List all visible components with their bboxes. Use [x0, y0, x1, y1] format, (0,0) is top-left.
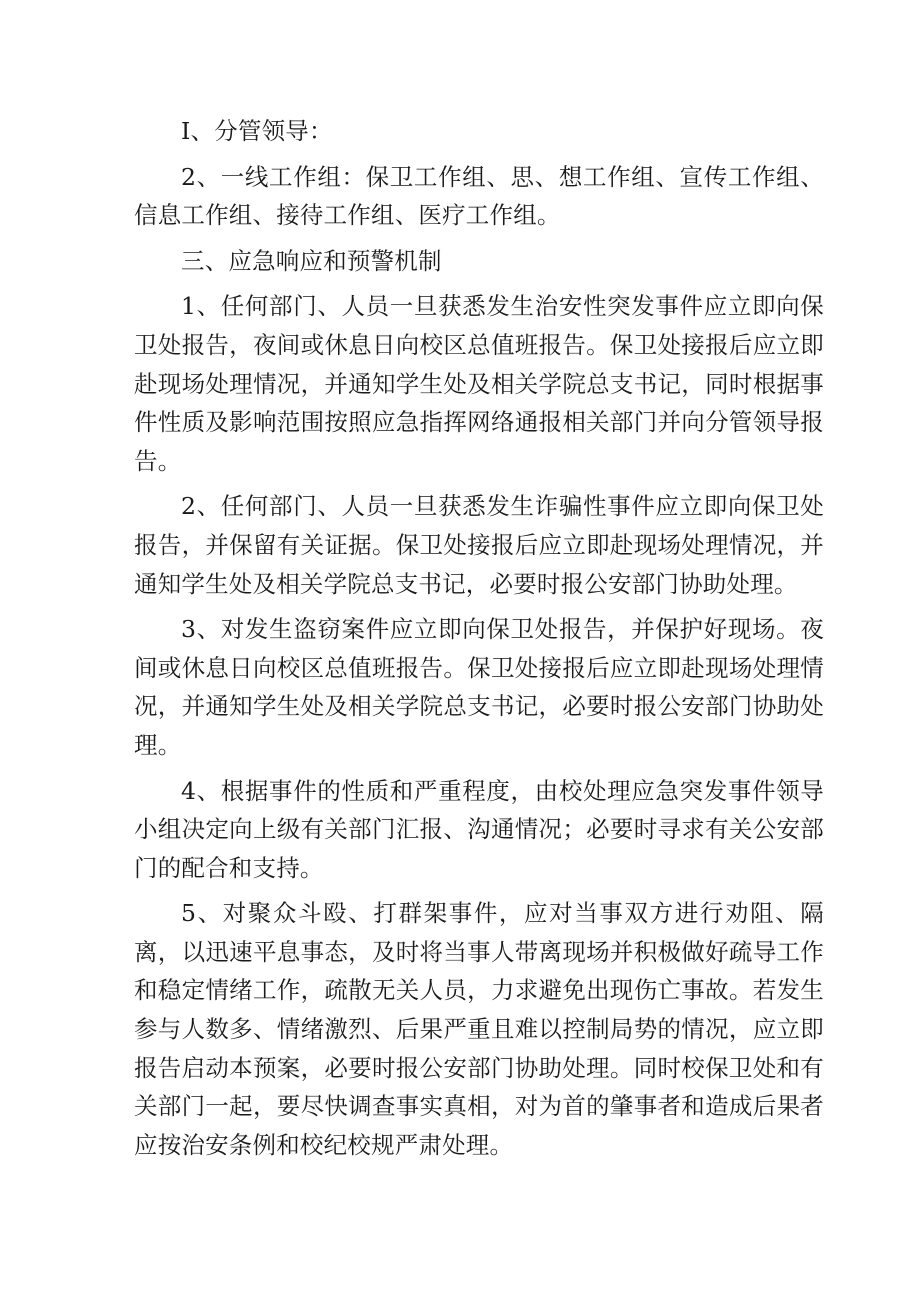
paragraph-item-1: 1、任何部门、人员一旦获悉发生治安性突发事件应立即向保卫处报告，夜间或休息日向校区总值班报告。保卫处接报后应立即赴现场处理情况，并通知学生处及相关学院总支书记，同时根据事件性质及影响范围按照应急指挥网络通报相关部门并向分管领导报告。: [134, 292, 824, 475]
paragraph-item-4: 4、根据事件的性质和严重程度，由校处理应急突发事件领导小组决定向上级有关部门汇报、沟通情况；必要时寻求有关公安部门的配合和支持。: [134, 776, 824, 882]
document-body: [134, 112, 824, 1171]
paragraph-item-5: 5、对聚众斗殴、打群架事件，应对当事双方进行劝阻、隔离，以迅速平息事态，及时将当事人带离现场并积极做好疏导工作和稳定情绪工作，疏散无关人员，力求避免出现伤亡事故。若发生参与人数多、情绪激烈、后果严重且难以控制局势的情况，应立即报告启动本预案，必要时报公安部门协助处理。同时校保卫处和有关部门一起，要尽快调查事实真相，对为首的肇事者和造成后果者应按治安条例和校纪校规严肃处理。: [134, 899, 824, 1159]
paragraph-frontline-groups: 2、一线工作组：保卫工作组、思、想工作组、宣传工作组、信息工作组、接待工作组、医疗工作组。: [134, 162, 824, 230]
section-heading-emergency-response: 三、应急响应和预警机制: [181, 246, 442, 275]
paragraph-leadership: I、分管领导：: [181, 117, 333, 145]
paragraph-item-2: 2、任何部门、人员一旦获悉发生诈骗性事件应立即向保卫处报告，并保留有关证据。保卫处接报后应立即赴现场处理情况，并通知学生处及相关学院总支书记，必要时报公安部门协助处理。: [134, 492, 824, 598]
paragraph-item-3: 3、对发生盗窃案件应立即向保卫处报告，并保护好现场。夜间或休息日向校区总值班报告。保卫处接报后应立即赴现场处理情况，并通知学生处及相关学院总支书记，必要时报公安部门协助处理。: [134, 615, 824, 759]
